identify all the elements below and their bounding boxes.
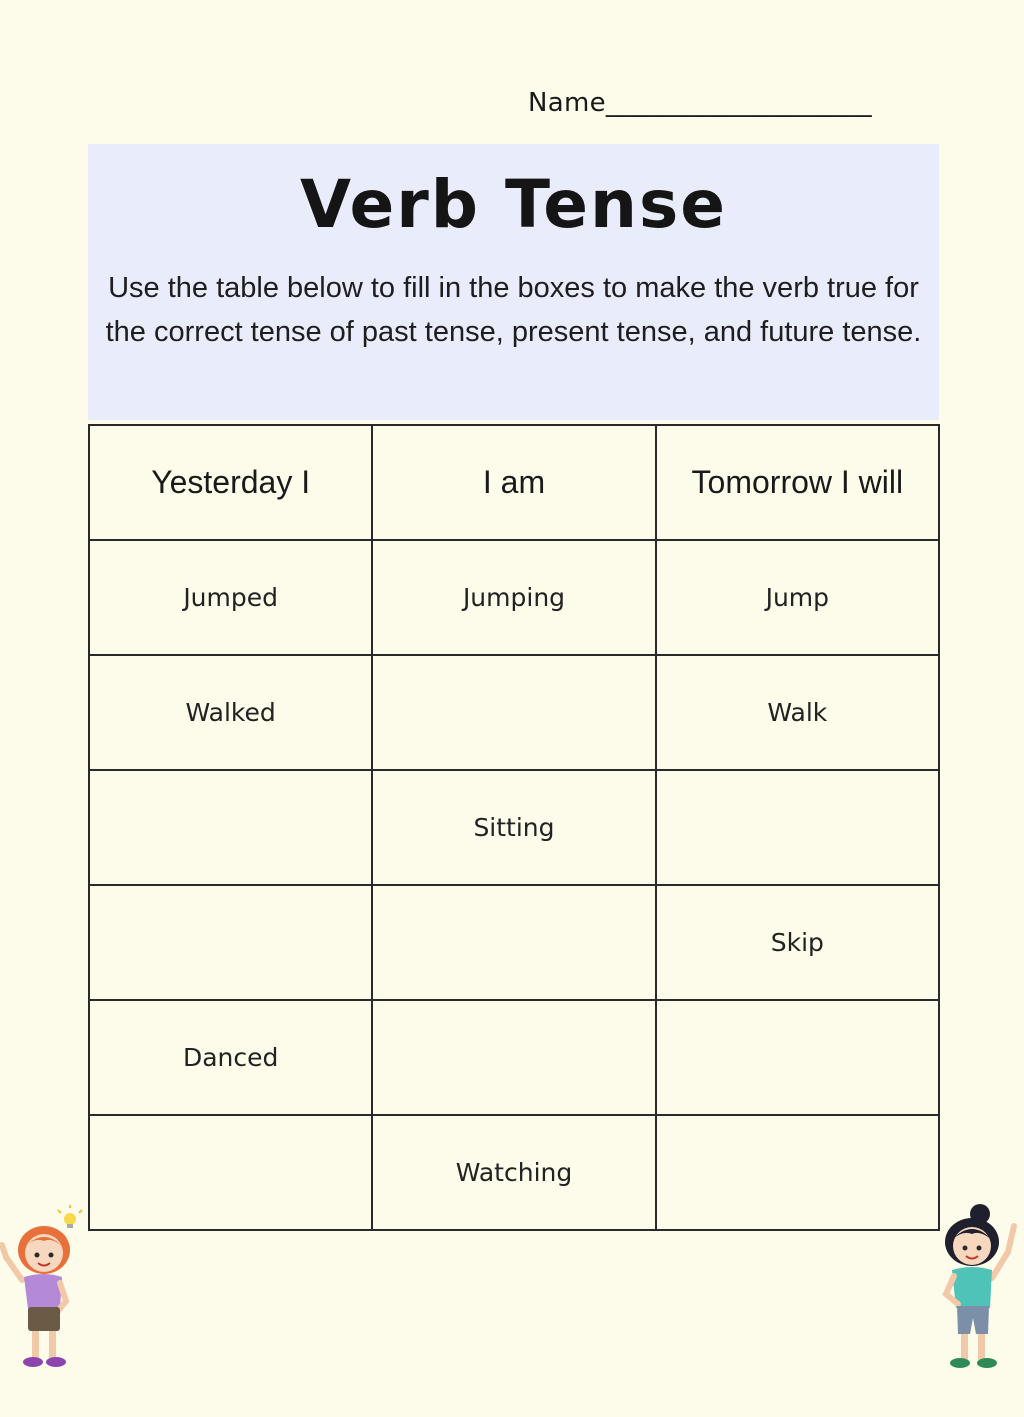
girl-with-lightbulb-illustration bbox=[0, 1205, 86, 1375]
table-cell[interactable] bbox=[656, 1000, 939, 1115]
table-cell[interactable] bbox=[89, 770, 372, 885]
table-row bbox=[89, 540, 939, 655]
table-cell[interactable]: Sitting bbox=[372, 770, 655, 885]
table-cell[interactable]: Jumped bbox=[89, 540, 372, 655]
instructions-text: Use the table below to fill in the boxes to make the verb true for the correct tense of past tense, present tense, and future tense. bbox=[105, 272, 922, 348]
table-cell[interactable] bbox=[372, 885, 655, 1000]
worksheet-title: Verb Tense bbox=[299, 166, 728, 243]
header-panel bbox=[88, 144, 939, 420]
girl-waving-illustration bbox=[930, 1200, 1020, 1375]
column-header-past: Yesterday I bbox=[89, 425, 372, 540]
table-cell[interactable]: Jumping bbox=[372, 540, 655, 655]
table-cell[interactable]: Watching bbox=[372, 1115, 655, 1230]
table-row bbox=[89, 770, 939, 885]
table-row bbox=[89, 885, 939, 1000]
table-cell[interactable]: Jump bbox=[656, 540, 939, 655]
table-cell[interactable] bbox=[656, 1115, 939, 1230]
name-field-label[interactable]: Name____________________ bbox=[528, 88, 872, 118]
column-header-present: I am bbox=[372, 425, 655, 540]
table-cell[interactable] bbox=[89, 885, 372, 1000]
lightbulb-icon bbox=[58, 1205, 82, 1228]
table-cell[interactable] bbox=[372, 1000, 655, 1115]
table-cell[interactable] bbox=[89, 1115, 372, 1230]
table-cell[interactable]: Skip bbox=[656, 885, 939, 1000]
column-header-future: Tomorrow I will bbox=[656, 425, 939, 540]
verb-tense-table bbox=[88, 424, 940, 1231]
table-header-row bbox=[89, 425, 939, 540]
table-cell[interactable] bbox=[656, 770, 939, 885]
table-row bbox=[89, 1115, 939, 1230]
table-row bbox=[89, 655, 939, 770]
table-row bbox=[89, 1000, 939, 1115]
table-cell[interactable] bbox=[372, 655, 655, 770]
table-cell[interactable]: Walk bbox=[656, 655, 939, 770]
table-cell[interactable]: Walked bbox=[89, 655, 372, 770]
table-cell[interactable]: Danced bbox=[89, 1000, 372, 1115]
